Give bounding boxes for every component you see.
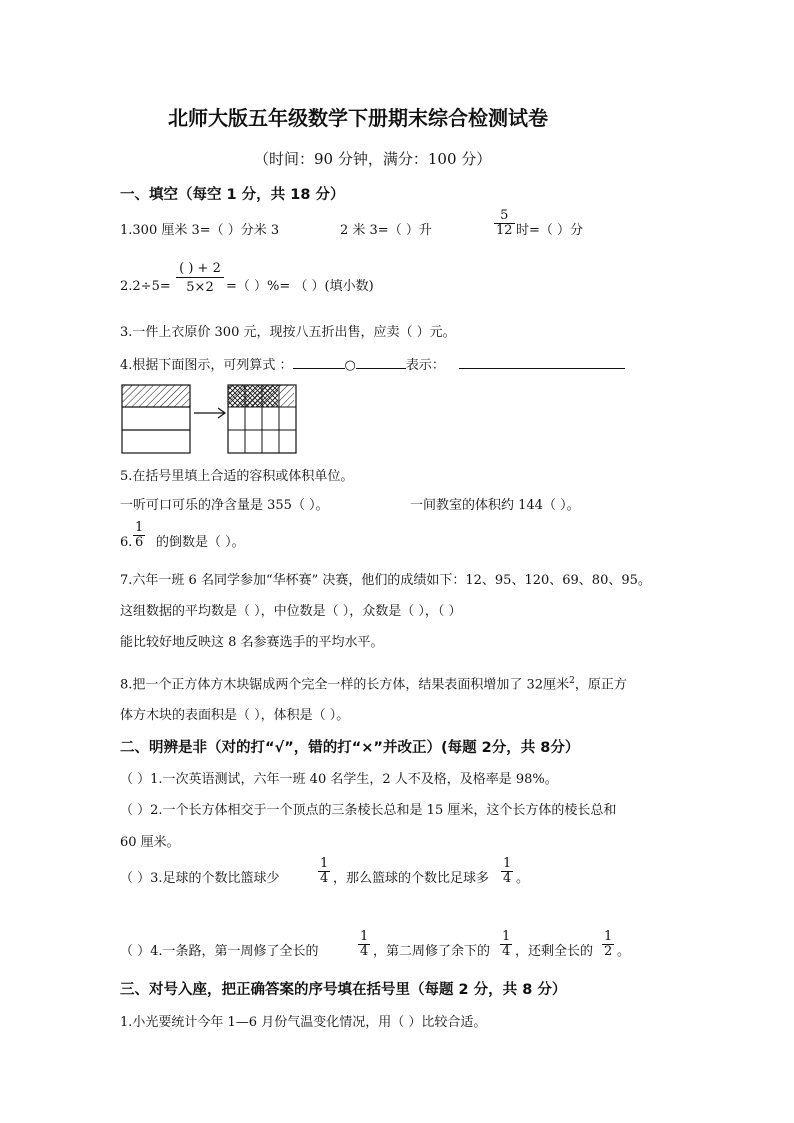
right-rectangle bbox=[228, 385, 296, 453]
fraction-denominator: 4 bbox=[360, 944, 369, 959]
fraction-1-4 bbox=[500, 930, 512, 959]
fraction-numerator: 1 bbox=[503, 856, 512, 871]
fraction-denominator: 5×2 bbox=[186, 280, 214, 295]
question-6-suffix: 的倒数是（ ）。 bbox=[156, 535, 245, 550]
question-8-text: 8.把一个正方体方木块锯成两个完全一样的长方体，结果表面积增加了 32厘米 bbox=[120, 677, 570, 693]
fraction-blank-plus-2 bbox=[176, 261, 224, 298]
question-1b: 2 米 3=（ ）升 bbox=[340, 223, 432, 238]
question-4-label: 表示： bbox=[405, 358, 445, 373]
question-5: 5.在括号里填上合适的容积或体积单位。 bbox=[120, 469, 354, 484]
fraction-diagram bbox=[120, 383, 320, 459]
fraction-denominator: 6 bbox=[135, 535, 144, 550]
question-7-line1: 7.六年一班 6 名同学参加“华杯赛” 决赛，他们的成绩如下：12、95、120、69、80、95。 bbox=[120, 573, 651, 588]
true-false-2-line1: （ ）2.一个长方体相交于一个顶点的三条棱长总和是 15 厘米，这个长方体的棱长总和 bbox=[120, 803, 617, 818]
question-2-prefix: 2.2÷5= bbox=[120, 279, 171, 294]
fraction-numerator: 1 bbox=[135, 520, 144, 535]
true-false-3-end: 。 bbox=[516, 871, 530, 886]
question-2-suffix: =（ ）%= （ ）(填小数) bbox=[226, 279, 374, 294]
multiple-choice-1: 1.小光要统计今年 1—6 月份气温变化情况，用（ ）比较合适。 bbox=[120, 1015, 487, 1030]
question-6-prefix: 6. bbox=[120, 535, 133, 550]
fraction-denominator: 4 bbox=[503, 871, 512, 886]
fraction-1-6 bbox=[133, 521, 145, 550]
fraction-numerator: 1 bbox=[320, 856, 329, 871]
true-false-2-line2: 60 厘米。 bbox=[120, 835, 180, 850]
fraction-denominator: 4 bbox=[502, 944, 511, 959]
answer-blank bbox=[459, 356, 625, 369]
section-heading-1: 一、填空（每空 1 分，共 18 分） bbox=[120, 187, 345, 203]
arrow-icon bbox=[194, 408, 225, 418]
fraction-1-2 bbox=[602, 930, 614, 959]
fraction-denominator: 12 bbox=[496, 223, 513, 238]
fraction-denominator: 2 bbox=[604, 944, 613, 959]
fraction-1-4 bbox=[358, 930, 370, 959]
fraction-numerator: ( ) + 2 bbox=[176, 261, 224, 278]
question-7-line3: 能比较好地反映这 8 名参赛选手的平均水平。 bbox=[120, 635, 384, 650]
section-heading-2: 二、明辨是非（对的打“√”，错的打“×”并改正）(每题 2分，共 8分） bbox=[120, 740, 580, 756]
fraction-numerator: 1 bbox=[360, 929, 369, 944]
question-7-line2: 这组数据的平均数是（ ），中位数是（ ），众数是（ ），（ ） bbox=[120, 604, 462, 619]
exponent: 2 bbox=[569, 676, 575, 686]
fraction-5-12 bbox=[494, 209, 515, 238]
true-false-3-prefix: （ ）3.足球的个数比篮球少 bbox=[120, 871, 280, 886]
true-false-4-prefix: （ ）4.一条路，第一周修了全长的 bbox=[120, 944, 319, 959]
exam-info: （时间：90 分钟，满分：100 分） bbox=[254, 150, 492, 168]
question-3: 3.一件上衣原价 300 元，现按八五折出售，应卖（ ）元。 bbox=[120, 325, 456, 340]
operator-circle: ○ bbox=[344, 358, 356, 373]
answer-blank bbox=[293, 356, 345, 369]
true-false-4-mid2: ，还剩全长的 bbox=[515, 944, 594, 959]
left-rectangle bbox=[122, 385, 190, 453]
fraction-numerator: 1 bbox=[502, 929, 511, 944]
fraction-1-4 bbox=[501, 857, 513, 886]
question-8-text-end: ，原正方 bbox=[574, 677, 627, 693]
fraction-1-4 bbox=[318, 857, 330, 886]
question-8-line2: 体方木块的表面积是（ ），体积是（ ）。 bbox=[120, 708, 350, 723]
question-4 bbox=[120, 356, 625, 374]
fraction-numerator: 5 bbox=[494, 209, 515, 224]
question-1c: 时=（ ）分 bbox=[516, 223, 584, 238]
page-title: 北师大版五年级数学下册期末综合检测试卷 bbox=[168, 106, 548, 130]
true-false-3-mid: ，那么篮球的个数比足球多 bbox=[333, 871, 490, 886]
answer-blank bbox=[356, 356, 406, 369]
question-4-prefix: 4.根据下面图示，可列算式 ： bbox=[120, 358, 293, 373]
true-false-1: （ ）1.一次英语测试，六年一班 40 名学生，2 人不及格，及格率是 98%。 bbox=[120, 772, 558, 787]
fraction-numerator: 1 bbox=[604, 929, 613, 944]
question-5b: 一间教室的体积约 144（ ）。 bbox=[410, 498, 580, 513]
question-5a: 一听可口可乐的净含量是 355（ ）。 bbox=[120, 498, 329, 513]
true-false-4-mid1: ，第二周修了余下的 bbox=[373, 944, 491, 959]
question-1a: 1.300 厘米 3=（ ）分米 3 bbox=[120, 223, 280, 238]
fraction-denominator: 4 bbox=[320, 871, 329, 886]
question-8-line1 bbox=[120, 673, 627, 693]
true-false-4-end: 。 bbox=[617, 944, 631, 959]
section-heading-3: 三、对号入座，把正确答案的序号填在括号里（每题 2 分，共 8 分） bbox=[120, 982, 567, 998]
